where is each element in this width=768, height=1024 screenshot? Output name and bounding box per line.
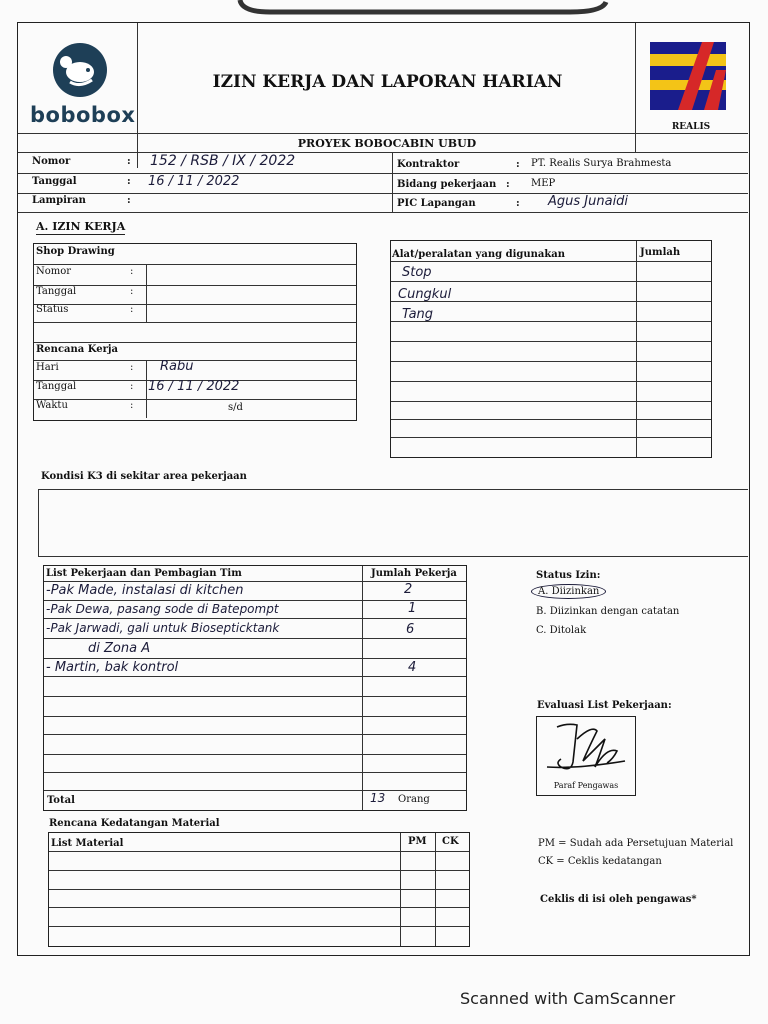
legend-pm: PM = Sudah ada Persetujuan Material: [538, 838, 734, 849]
realis-logo: [648, 40, 734, 132]
paraf-box: [536, 716, 636, 796]
rencana-kerja-title: Rencana Kerja: [36, 344, 118, 355]
sd-nomor-label: Nomor: [36, 266, 72, 277]
task-row-2: -Pak Dewa, pasang sode di Batepompt: [46, 602, 279, 616]
sd-tanggal-colon: :: [130, 286, 134, 297]
task-count-3: 6: [406, 622, 415, 637]
bear-icon: [30, 42, 130, 97]
sd-tanggal-label: Tanggal: [36, 286, 77, 297]
material-header: List Material: [51, 838, 124, 849]
nomor-value: 152 / RSB / IX / 2022: [150, 153, 296, 169]
total-value: 13: [370, 791, 386, 805]
hari-colon: :: [130, 362, 134, 373]
tanggal-value: 16 / 11 / 2022: [148, 174, 240, 189]
izin-kerja-title: A. IZIN KERJA: [36, 220, 126, 233]
bidang-colon: :: [506, 179, 510, 190]
project-name: PROYEK BOBOCABIN UBUD: [297, 137, 477, 150]
status-option-diizinkan: A. Diizinkan: [531, 584, 606, 599]
rk-tanggal-value: 16 / 11 / 2022: [148, 379, 240, 394]
orang-label: Orang: [398, 794, 430, 805]
waktu-colon: :: [130, 400, 134, 411]
task-count-1: 2: [404, 582, 413, 597]
evaluasi-title: Evaluasi List Pekerjaan:: [537, 700, 672, 711]
realis-label: REALIS: [671, 122, 711, 132]
lampiran-label: Lampiran: [32, 195, 86, 206]
task-row-1: -Pak Made, instalasi di kitchen: [46, 583, 244, 598]
alat-item-2: Cungkul: [398, 287, 452, 302]
lampiran-colon: :: [127, 195, 131, 206]
task-count-5: 4: [408, 660, 417, 675]
alat-header: Alat/peralatan yang digunakan: [392, 249, 566, 260]
hari-label: Hari: [36, 362, 59, 373]
rk-tanggal-colon: :: [130, 381, 134, 392]
sd-status-label: Status: [36, 304, 69, 315]
bobobox-logo: [30, 42, 136, 127]
alat-jumlah-header: Jumlah: [640, 247, 681, 258]
pekerjaan-jumlah-header: Jumlah Pekerja: [371, 568, 457, 579]
kontraktor-label: Kontraktor: [397, 159, 460, 170]
tanggal-colon: :: [127, 176, 131, 187]
status-option-catatan: B. Diizinkan dengan catatan: [536, 606, 680, 617]
paraf-label: Paraf Pengawas: [553, 781, 619, 790]
kontraktor-value: PT. Realis Surya Brahmesta: [531, 158, 672, 169]
bidang-value: MEP: [531, 178, 556, 189]
pic-colon: :: [516, 198, 520, 209]
sd-nomor-colon: :: [130, 266, 134, 277]
hari-value: Rabu: [160, 359, 194, 374]
k3-label: Kondisi K3 di sekitar area pekerjaan: [41, 471, 247, 482]
legend-note: Ceklis di isi oleh pengawas*: [540, 894, 697, 905]
pic-label: PIC Lapangan: [397, 198, 476, 209]
form-title: IZIN KERJA DAN LAPORAN HARIAN: [212, 72, 563, 92]
nomor-label: Nomor: [32, 156, 71, 167]
tanggal-label: Tanggal: [32, 176, 77, 187]
rk-tanggal-label: Tanggal: [36, 381, 77, 392]
waktu-value: s/d: [228, 402, 243, 413]
material-section-title: Rencana Kedatangan Material: [49, 818, 220, 829]
shop-drawing-title: Shop Drawing: [36, 246, 115, 257]
realis-emblem-icon: [648, 40, 728, 112]
material-table: [48, 832, 470, 947]
legend-ck: CK = Ceklis kedatangan: [538, 856, 662, 867]
waktu-label: Waktu: [36, 400, 68, 411]
status-izin-title: Status Izin:: [536, 570, 601, 581]
signature: [537, 717, 635, 779]
pm-header: PM: [408, 836, 427, 847]
status-option-ditolak: C. Ditolak: [536, 625, 587, 636]
ck-header: CK: [442, 836, 459, 847]
total-label: Total: [47, 795, 75, 806]
logo-text: bobobox: [30, 103, 136, 127]
alat-item-3: Tang: [402, 307, 434, 322]
task-row-3: -Pak Jarwadi, gali untuk Biosepticktank: [46, 621, 280, 635]
pic-value: Agus Junaidi: [548, 194, 629, 209]
sd-status-colon: :: [130, 304, 134, 315]
scanner-watermark: Scanned with CamScanner: [460, 989, 676, 1008]
pekerjaan-header: List Pekerjaan dan Pembagian Tim: [46, 568, 242, 579]
bidang-label: Bidang pekerjaan: [397, 179, 497, 190]
shop-drawing-table: [33, 243, 357, 421]
kontraktor-colon: :: [516, 159, 520, 170]
task-row-4: di Zona A: [88, 641, 151, 656]
nomor-colon: :: [127, 156, 131, 167]
task-row-5: - Martin, bak kontrol: [46, 660, 179, 675]
alat-item-1: Stop: [402, 265, 432, 280]
alat-table: [390, 240, 712, 458]
task-count-2: 1: [408, 601, 417, 616]
